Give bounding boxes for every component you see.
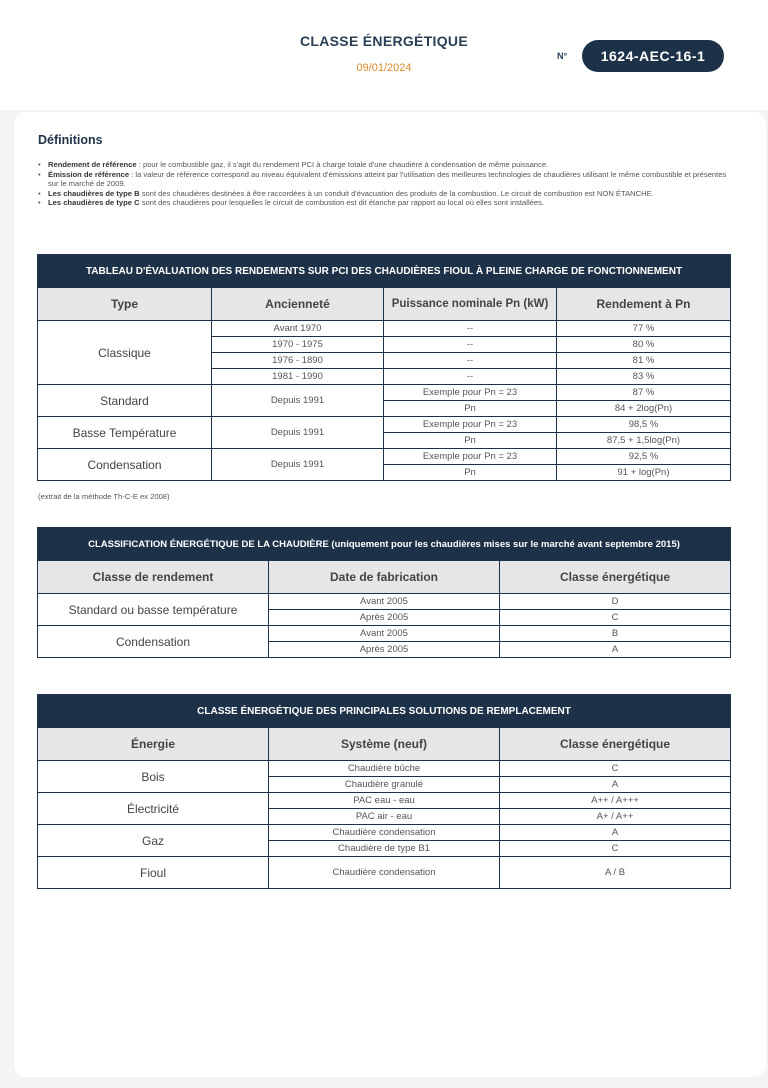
power-cell: Exemple pour Pn = 23 bbox=[384, 385, 557, 401]
power-cell: -- bbox=[384, 369, 557, 385]
definition-item: • Rendement de référence : pour le combustible gaz, il s'agit du rendement PCI à charge totale d'une chaudière à condensation de même puissance. bbox=[36, 160, 736, 170]
yield-cell: 87 % bbox=[557, 385, 731, 401]
energy-class-cell: A bbox=[500, 825, 731, 841]
power-cell: Pn bbox=[384, 465, 557, 481]
column-header: Rendement à Pn bbox=[557, 288, 731, 321]
system-cell: Chaudière de type B1 bbox=[269, 841, 500, 857]
system-cell: PAC eau - eau bbox=[269, 793, 500, 809]
power-cell: Pn bbox=[384, 401, 557, 417]
column-header: Puissance nominale Pn (kW) bbox=[384, 288, 557, 321]
energy-class-cell: D bbox=[500, 594, 731, 610]
age-cell: 1970 - 1975 bbox=[212, 337, 384, 353]
column-header: Type bbox=[38, 288, 212, 321]
document-date: 09/01/2024 bbox=[356, 62, 412, 74]
type-cell: Condensation bbox=[38, 449, 212, 481]
age-cell: Depuis 1991 bbox=[212, 385, 384, 417]
replacement-solutions-table bbox=[37, 694, 731, 889]
boiler-yield-table bbox=[37, 254, 731, 481]
energy-cell: Fioul bbox=[38, 857, 269, 889]
column-header: Ancienneté bbox=[212, 288, 384, 321]
column-header: Énergie bbox=[38, 728, 269, 761]
energy-cell: Gaz bbox=[38, 825, 269, 857]
yield-cell: 91 + log(Pn) bbox=[557, 465, 731, 481]
energy-class-cell: A bbox=[500, 642, 731, 658]
power-cell: -- bbox=[384, 337, 557, 353]
source-note: (extrait de la méthode Th-C-E ex 2008) bbox=[38, 492, 170, 501]
definition-item: • Émission de référence : la valeur de référence correspond au niveau équivalent d'émissions atteint par l'utilisation des meilleures technologies de chaudières utilisant le même combustible et présentes sur le marché de 2009. bbox=[36, 170, 736, 189]
column-header: Classe énergétique bbox=[500, 728, 731, 761]
date-cell: Avant 2005 bbox=[269, 626, 500, 642]
system-cell: Chaudière condensation bbox=[269, 857, 500, 889]
yield-cell: 87,5 + 1,5log(Pn) bbox=[557, 433, 731, 449]
energy-class-cell: A++ / A+++ bbox=[500, 793, 731, 809]
page-title: CLASSE ÉNERGÉTIQUE bbox=[300, 33, 468, 49]
energy-class-cell: A bbox=[500, 777, 731, 793]
yield-cell: 77 % bbox=[557, 321, 731, 337]
age-cell: Avant 1970 bbox=[212, 321, 384, 337]
definitions-title: Définitions bbox=[38, 133, 103, 147]
age-cell: Depuis 1991 bbox=[212, 449, 384, 481]
energy-classification-table bbox=[37, 527, 731, 658]
column-header: Classe de rendement bbox=[38, 561, 269, 594]
energy-cell: Bois bbox=[38, 761, 269, 793]
energy-class-cell: A / B bbox=[500, 857, 731, 889]
type-cell: Basse Température bbox=[38, 417, 212, 449]
table-banner: TABLEAU D'ÉVALUATION DES RENDEMENTS SUR PCI DES CHAUDIÈRES FIOUL À PLEINE CHARGE DE FONCTIONNEMENT bbox=[38, 255, 731, 288]
column-header: Classe énergétique bbox=[500, 561, 731, 594]
date-cell: Avant 2005 bbox=[269, 594, 500, 610]
reference-number-badge: 1624-AEC-16-1 bbox=[582, 40, 724, 72]
definitions-list bbox=[36, 160, 736, 208]
type-cell: Standard bbox=[38, 385, 212, 417]
yield-cell: 83 % bbox=[557, 369, 731, 385]
yield-cell: 98,5 % bbox=[557, 417, 731, 433]
system-cell: Chaudière granulé bbox=[269, 777, 500, 793]
power-cell: Exemple pour Pn = 23 bbox=[384, 449, 557, 465]
number-label: N° bbox=[557, 51, 568, 61]
system-cell: PAC air - eau bbox=[269, 809, 500, 825]
power-cell: Pn bbox=[384, 433, 557, 449]
date-cell: Après 2005 bbox=[269, 610, 500, 626]
class-label-cell: Standard ou basse température bbox=[38, 594, 269, 626]
yield-cell: 92,5 % bbox=[557, 449, 731, 465]
column-header: Date de fabrication bbox=[269, 561, 500, 594]
energy-class-cell: C bbox=[500, 610, 731, 626]
column-header: Système (neuf) bbox=[269, 728, 500, 761]
system-cell: Chaudière bûche bbox=[269, 761, 500, 777]
type-cell: Classique bbox=[38, 321, 212, 385]
energy-class-cell: C bbox=[500, 841, 731, 857]
energy-class-cell: C bbox=[500, 761, 731, 777]
energy-cell: Électricité bbox=[38, 793, 269, 825]
definition-item: • Les chaudières de type C sont des chaudières pour lesquelles le circuit de combustion est dit étanche par rapport au local où elles sont installées. bbox=[36, 198, 736, 208]
power-cell: Exemple pour Pn = 23 bbox=[384, 417, 557, 433]
age-cell: 1976 - 1890 bbox=[212, 353, 384, 369]
energy-class-cell: B bbox=[500, 626, 731, 642]
yield-cell: 84 + 2log(Pn) bbox=[557, 401, 731, 417]
yield-cell: 81 % bbox=[557, 353, 731, 369]
yield-cell: 80 % bbox=[557, 337, 731, 353]
age-cell: 1981 - 1990 bbox=[212, 369, 384, 385]
class-label-cell: Condensation bbox=[38, 626, 269, 658]
table-banner: CLASSE ÉNERGÉTIQUE DES PRINCIPALES SOLUTIONS DE REMPLACEMENT bbox=[38, 695, 731, 728]
power-cell: -- bbox=[384, 321, 557, 337]
energy-class-cell: A+ / A++ bbox=[500, 809, 731, 825]
table-banner: CLASSIFICATION ÉNERGÉTIQUE DE LA CHAUDIÈRE (uniquement pour les chaudières mises sur le marché avant septembre 2015) bbox=[38, 528, 731, 561]
power-cell: -- bbox=[384, 353, 557, 369]
definition-item: • Les chaudières de type B sont des chaudières destinées à être raccordées à un conduit d'évacuation des produits de la combustion. Le circuit de combustion est NON ÉTANCHE. bbox=[36, 189, 736, 199]
date-cell: Après 2005 bbox=[269, 642, 500, 658]
age-cell: Depuis 1991 bbox=[212, 417, 384, 449]
system-cell: Chaudière condensation bbox=[269, 825, 500, 841]
